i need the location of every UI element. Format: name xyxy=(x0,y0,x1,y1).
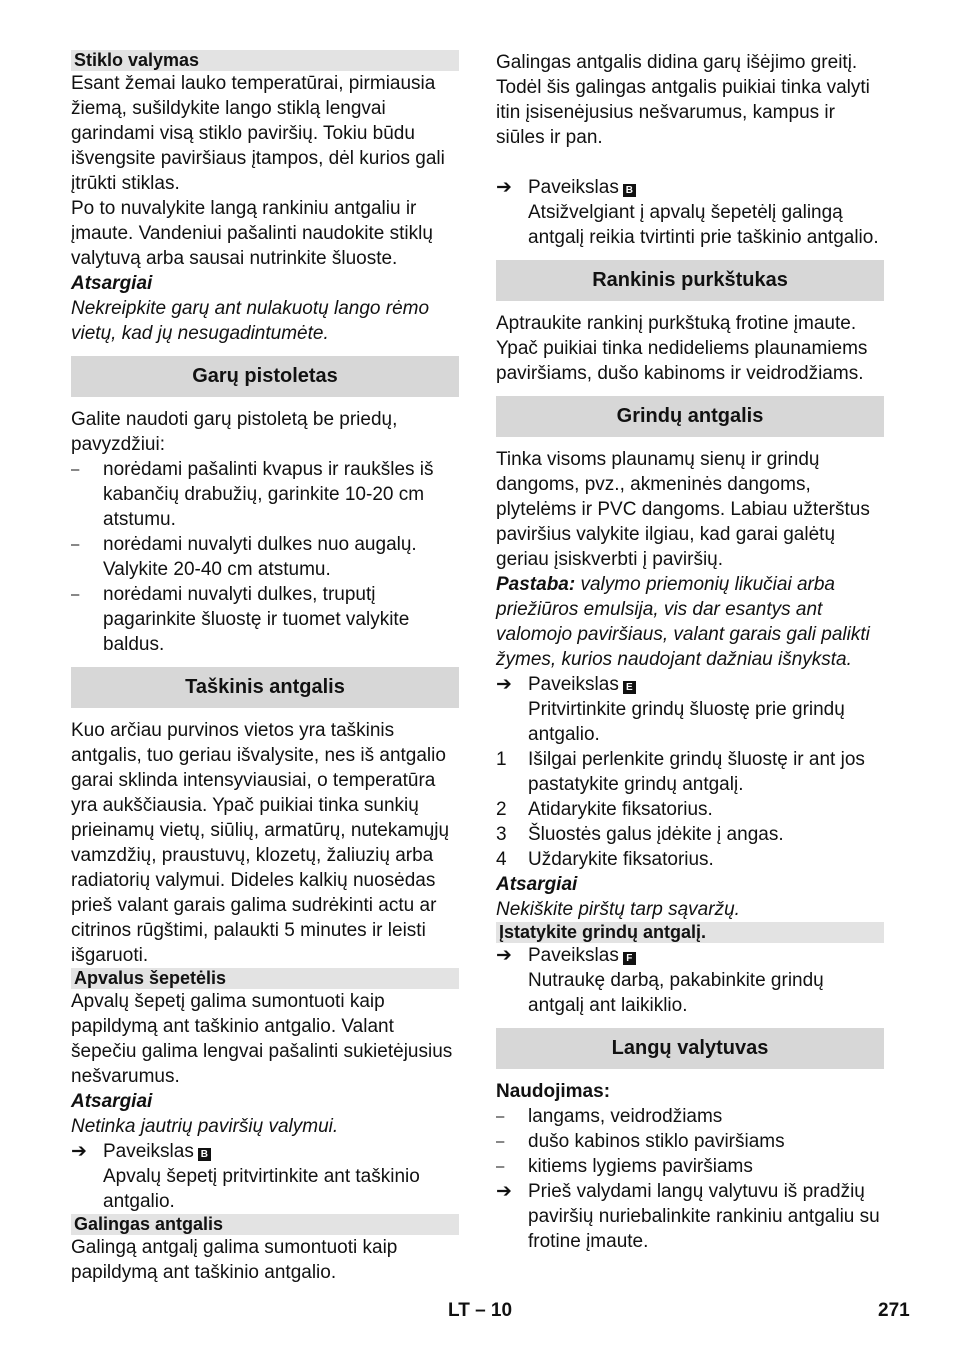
heading-rankinis-purkstukas: Rankinis purkštukas xyxy=(496,260,884,301)
step-item: 2 Atidarykite fiksatorius. xyxy=(496,799,713,820)
caution-title: Atsargiai xyxy=(496,874,578,895)
paragraph: Galingą antgalį galima sumontuoti kaip papildymą ant taškinio antgalio. xyxy=(71,1237,398,1283)
heading-garu-pistoletas: Garų pistoletas xyxy=(71,356,459,397)
figure-letter-icon: B xyxy=(198,1148,211,1161)
list-item: – norėdami nuvalyti dulkes, truputį pagarinkite šluostę ir tuomet valykite baldus. xyxy=(71,584,410,655)
paragraph: Aptraukite rankinį purkštuką frotine įmaute. Ypač puikiai tinka nedideliems plaunamiems paviršiams, dušo kabinoms ir veidrodžiams. xyxy=(496,313,868,384)
right-column xyxy=(496,50,884,1254)
figure-letter-icon: F xyxy=(623,952,636,965)
dash-bullet: – xyxy=(71,536,80,553)
arrow-icon: ➔ xyxy=(496,1181,512,1202)
figure-letter-icon: E xyxy=(623,681,636,694)
heading-galingas-antgalis: Galingas antgalis xyxy=(71,1214,459,1235)
footer-language-page: LT – 10 xyxy=(448,1300,513,1321)
caution-text: Nekiškite pirštų tarp sąvaržų. xyxy=(496,899,740,920)
list-item: – norėdami pašalinti kvapus ir raukšles iš kabančių drabužių, garinkite 10-20 cm atstumu. xyxy=(71,459,434,530)
step-item: 1 Išilgai perlenkite grindų šluostę ir ant jos pastatykite grindų antgalį. xyxy=(496,749,865,795)
paragraph: Galingas antgalis didina garų išėjimo greitį. Todėl šis galingas antgalis puikiai tinka valyti itin įsisenėjusius nešvarumus, kampus ir siūles ir pan. xyxy=(496,52,870,148)
list-item: – norėdami nuvalyti dulkes nuo augalų. Valykite 20-40 cm atstumu. xyxy=(71,534,417,580)
paragraph: Tinka visoms plaunamų sienų ir grindų dangoms, pvz., akmeninės dangoms, plytelėms ir PVC dangoms. Labiau užterštus paviršius valykite ilgiau, kad garai galėtų geriau įsiskverbti į paviršių. xyxy=(496,449,870,570)
paragraph: Esant žemai lauko temperatūrai, pirmiausia žiemą, sušildykite lango stiklą lengvai garindami visą stiklo paviršių. Tokiu būdu išvengsite paviršiaus įtampos, dėl kurios gali įtrūkti stiklas. xyxy=(71,73,445,194)
figure-reference: ➔ Paveikslas B Apvalų šepetį pritvirtinkite ant taškinio antgalio. xyxy=(71,1141,420,1212)
arrow-icon: ➔ xyxy=(71,1141,87,1162)
heading-grindu-antgalis: Grindų antgalis xyxy=(496,396,884,437)
list-item: – langams, veidrodžiams xyxy=(496,1106,723,1127)
dash-bullet: – xyxy=(496,1108,505,1125)
paragraph: Galite naudoti garų pistoletą be priedų, pavyzdžiui: xyxy=(71,409,398,455)
caution-text: Netinka jautrių paviršių valymui. xyxy=(71,1116,339,1137)
figure-reference: ➔ Paveikslas E Pritvirtinkite grindų šluostę prie grindų antgalio. xyxy=(496,674,845,745)
page-number: 271 xyxy=(878,1300,910,1321)
usage-label: Naudojimas: xyxy=(496,1081,611,1102)
arrow-icon: ➔ xyxy=(496,177,512,198)
step-item: 3 Šluostės galus įdėkite į angas. xyxy=(496,824,784,845)
caution-title: Atsargiai xyxy=(71,1091,153,1112)
list-item: – kitiems lygiems paviršiams xyxy=(496,1156,753,1177)
note-label: Pastaba: xyxy=(496,574,576,595)
dash-bullet: – xyxy=(71,461,80,478)
note: Pastaba: valymo priemonių likučiai arba priežiūros emulsija, vis dar esantys ant valomojo paviršiaus, valant garais gali palikti žymes, kurios naudojant dažniau išnyksta. xyxy=(496,574,870,670)
figure-reference: ➔ Paveikslas B Atsižvelgiant į apvalų šepetėlį galingą antgalį reikia tvirtinti prie taškinio antgalio. xyxy=(496,177,879,248)
figure-letter-icon: B xyxy=(623,184,636,197)
arrow-icon: ➔ xyxy=(496,674,512,695)
heading-istatykite: Įstatykite grindų antgalį. xyxy=(496,922,884,943)
paragraph: Apvalų šepetį galima sumontuoti kaip papildymą ant taškinio antgalio. Valant šepečiu galima lengvai pašalinti sukietėjusius nešvarumus. xyxy=(71,991,453,1087)
caution-title: Atsargiai xyxy=(71,273,153,294)
dash-bullet: – xyxy=(71,586,80,603)
instruction: ➔ Prieš valydami langų valytuvu iš pradžių paviršių nuriebalinkite rankiniu antgaliu su frotine įmaute. xyxy=(496,1181,880,1252)
arrow-icon: ➔ xyxy=(496,945,512,966)
heading-stiklo-valymas: Stiklo valymas xyxy=(71,50,459,71)
heading-taskinis-antgalis: Taškinis antgalis xyxy=(71,667,459,708)
dash-bullet: – xyxy=(496,1133,505,1150)
heading-apvalus-sepetelis: Apvalus šepetėlis xyxy=(71,968,459,989)
paragraph: Kuo arčiau purvinos vietos yra taškinis antgalis, tuo geriau išvalysite, nes iš antgalio garai sklinda intensyviausiai, o temperatūra yra aukščiausia. Ypač puikiai tinka sunkių prieinamų vietų, siūlių, armatūrų, nutekamųjų vamzdžių, praustuvų, klozetų, žaliuzių arba radiatorių valymui. Dideles kalkių nuosėdas prieš valant garais galima sudrėkinti actu ar citrinos rūgštimi, palaukti 5 minutes ir leisti išgaruoti. xyxy=(71,720,450,966)
caution-text: Nekreipkite garų ant nulakuotų lango rėmo vietų, kad jų nesugadintumėte. xyxy=(71,298,430,344)
heading-langu-valytuvas: Langų valytuvas xyxy=(496,1028,884,1069)
list-item: – dušo kabinos stiklo paviršiams xyxy=(496,1131,785,1152)
paragraph: Po to nuvalykite langą rankiniu antgaliu ir įmaute. Vandeniui pašalinti naudokite stiklų valytuvą arba sausai nutrinkite šluoste. xyxy=(71,198,433,269)
left-column xyxy=(71,50,459,1285)
step-item: 4 Uždarykite fiksatorius. xyxy=(496,849,714,870)
figure-reference: ➔ Paveikslas F Nutraukę darbą, pakabinkite grindų antgalį ant laikiklio. xyxy=(496,945,824,1016)
dash-bullet: – xyxy=(496,1158,505,1175)
